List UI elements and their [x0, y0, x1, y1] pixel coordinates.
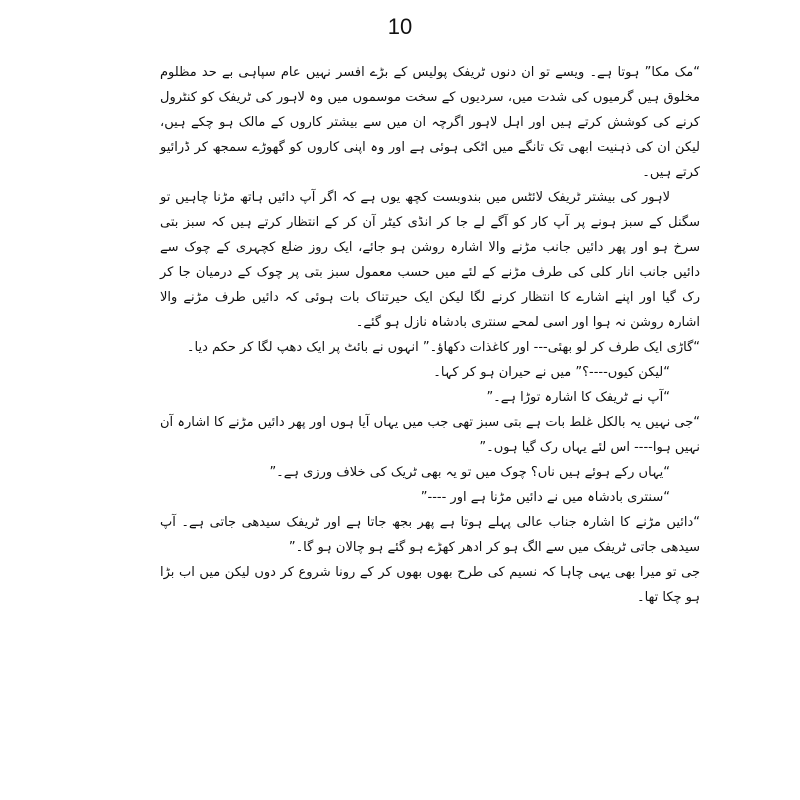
- page-number: 10: [387, 14, 413, 39]
- body-text: [160, 60, 700, 610]
- dialog-line-5: “یہاں رکے ہوئے ہیں ناں؟ چوک میں تو یہ بھی ٹریک کی خلاف ورزی ہے۔”: [269, 465, 670, 480]
- dialog-line-3: “آپ نے ٹریفک کا اشارہ توڑا ہے۔”: [486, 390, 670, 405]
- dialog-line-2: “لیکن کیوں----؟” میں نے حیران ہو کر کہا۔: [433, 365, 670, 380]
- paragraph-closing: جی تو میرا بھی یہی چاہا کہ نسیم کی طرح بھوں بھوں کر کے رونا شروع کر دوں لیکن میں اب بڑا ہو چکا تھا۔: [160, 565, 700, 605]
- dialog-line-6: “سنتری بادشاہ میں نے دائیں مڑنا ہے اور ----”: [420, 490, 670, 505]
- dialog-line-4: “جی نہیں یہ بالکل غلط بات ہے بتی سبز تھی جب میں یہاں آیا ہوں اور پھر دائیں مڑنے کا اشارہ آن نہیں ہوا---- اس لئے یہاں رک گیا ہوں۔”: [160, 415, 700, 455]
- paragraph-2: لاہور کی بیشتر ٹریفک لائٹس میں بندوبست کچھ یوں ہے کہ اگر آپ دائیں ہاتھ مڑنا چاہیں تو سگنل کے سبز ہونے پر آپ کار کو آگے لے جا کر انڈی کیٹر آن کر کے انتظار کرتے ہیں کہ سبز بتی سرخ ہو اور پھر دائیں جانب مڑنے والا اشارہ روشن ہو جائے، ایک روز ضلع کچہری کے چوک سے دائیں جانب انار کلی کی طرف مڑنے کے لئے میں حسب معمول سبز بتی پر چوک کے درمیان جا کر رک گیا اور اپنے اشارے کا انتظار کرنے لگا لیکن ایک حیرتناک بات ہوئی کہ دائیں طرف مڑنے والا اشارہ روشن نہ ہوا اور اسی لمحے سنتری بادشاہ نازل ہو گئے۔: [160, 190, 700, 330]
- paragraph-1: “مک مکا” ہوتا ہے۔ ویسے تو ان دنوں ٹریفک پولیس کے بڑے افسر نہیں عام سپاہی بے حد مظلوم مخلوق ہیں گرمیوں کی شدت میں، سردیوں کے سخت موسموں میں وہ لاہور کی ٹریفک کو کنٹرول کرنے کی کوشش کرتے ہیں اور اہل لاہور اگرچہ ان میں سے بیشتر کاروں کے مالک ہو چکے ہیں، لیکن ان کی ذہنیت ابھی تک تانگے میں اٹکی ہوئی ہے اور وہ اپنی کاروں کو گھوڑے سمجھ کر ڈرائیو کرتے ہیں۔: [160, 65, 700, 180]
- dialog-line-1: “گاڑی ایک طرف کر لو بھئی--- اور کاغذات دکھاؤ۔” انہوں نے بائٹ پر ایک دھپ لگا کر حکم دیا۔: [186, 340, 700, 355]
- dialog-line-7: “دائیں مڑنے کا اشارہ جناب عالی پہلے ہوتا ہے پھر بجھ جاتا ہے اور ٹریفک سیدھی جاتی ہے۔ آپ سیدھی جاتی ٹریفک میں سے الگ ہو کر ادھر کھڑے ہو گئے ہو چالان ہو گا۔”: [160, 515, 700, 555]
